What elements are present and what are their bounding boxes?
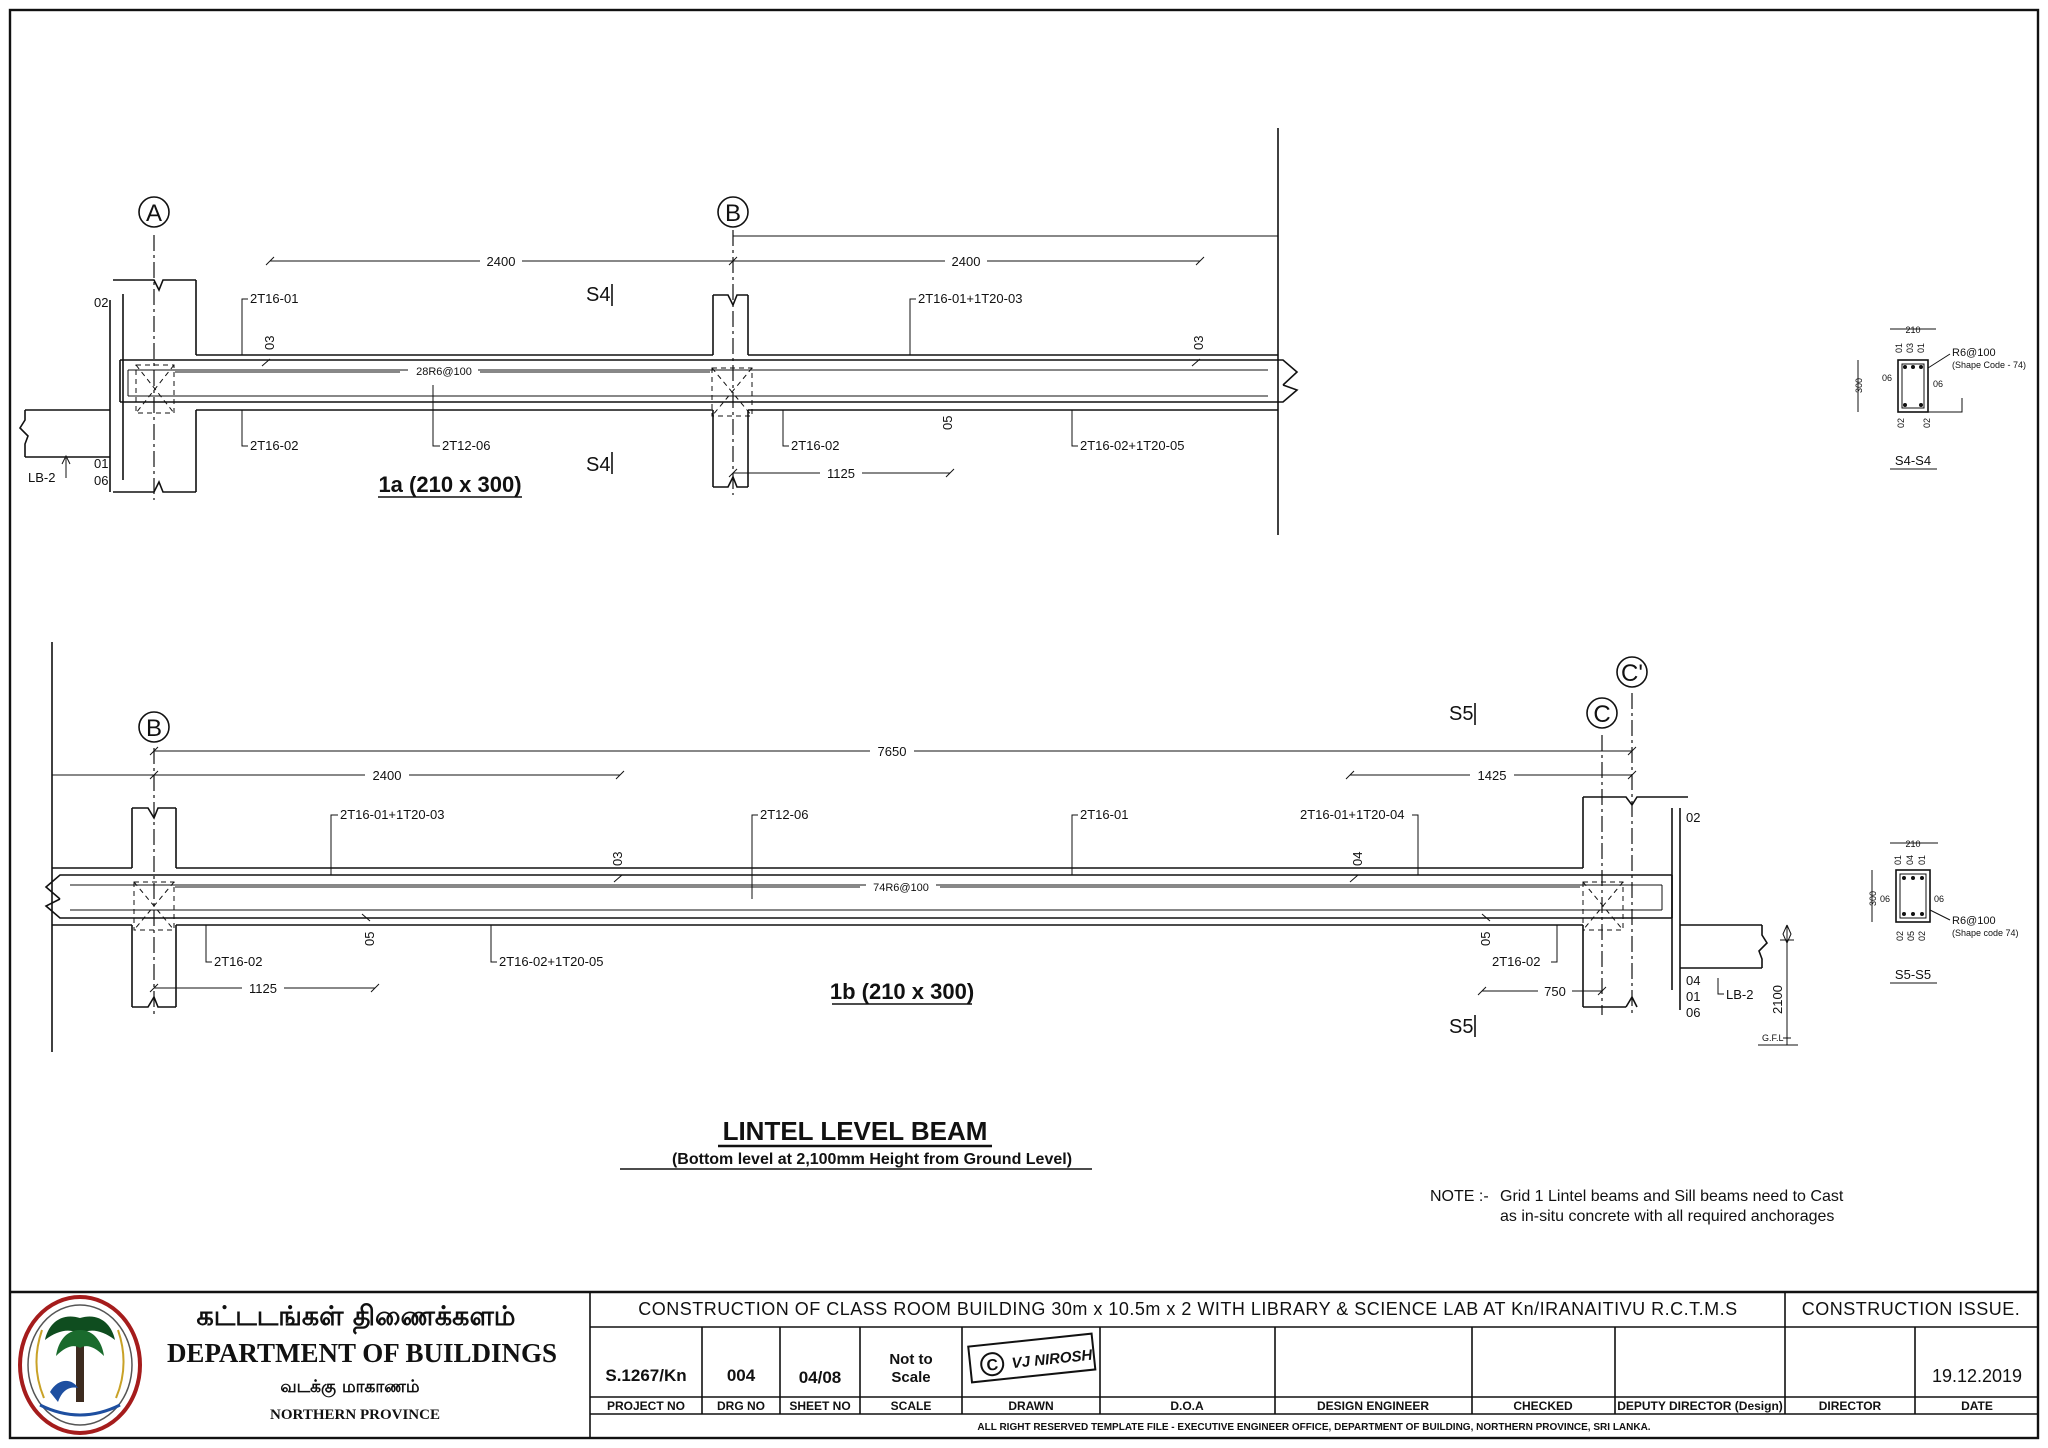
- svg-text:2T16-02: 2T16-02: [214, 954, 263, 969]
- svg-text:02: 02: [1917, 930, 1927, 941]
- svg-text:2T16-01+1T20-04: 2T16-01+1T20-04: [1300, 807, 1405, 822]
- tamil-province-name: வடக்கு மாகாணம்: [280, 1377, 420, 1397]
- dim-2100: 2100: [1770, 985, 1785, 1014]
- svg-text:01: 01: [1916, 342, 1926, 353]
- svg-text:01: 01: [1917, 854, 1927, 865]
- beam-1a-elevation: [20, 128, 1297, 535]
- svg-text:DIRECTOR: DIRECTOR: [1818, 1399, 1882, 1413]
- svg-text:03: 03: [1191, 335, 1206, 350]
- svg-text:01: 01: [1686, 989, 1701, 1004]
- svg-text:C': C': [1621, 660, 1643, 687]
- svg-text:DATE: DATE: [1961, 1399, 1993, 1413]
- svg-text:C: C: [985, 1356, 1000, 1375]
- svg-text:03: 03: [610, 851, 625, 866]
- svg-text:LB-2: LB-2: [28, 470, 56, 485]
- svg-text:05: 05: [1906, 930, 1916, 941]
- svg-text:05: 05: [362, 931, 377, 946]
- svg-text:(Shape Code - 74): (Shape Code - 74): [1952, 360, 2027, 370]
- svg-text:05: 05: [1478, 931, 1493, 946]
- svg-text:210: 210: [1905, 839, 1921, 849]
- svg-text:03: 03: [262, 335, 277, 350]
- general-note: [1430, 1188, 1844, 1225]
- svg-text:04: 04: [1686, 973, 1701, 988]
- svg-text:SHEET NO: SHEET NO: [789, 1399, 851, 1413]
- sheet-no-value: 04/08: [798, 1368, 842, 1387]
- svg-text:2T16-01+1T20-03: 2T16-01+1T20-03: [340, 807, 445, 822]
- svg-text:2T16-02+1T20-05: 2T16-02+1T20-05: [1080, 438, 1185, 453]
- svg-text:S4: S4: [586, 454, 611, 476]
- beam-1a-title: 1a (210 x 300): [378, 472, 522, 497]
- svg-text:2T16-01: 2T16-01: [250, 291, 299, 306]
- svg-text:2T16-02: 2T16-02: [791, 438, 840, 453]
- svg-text:2T16-01: 2T16-01: [1080, 807, 1129, 822]
- svg-text:as in-situ concrete with all r: as in-situ concrete with all required anchorages: [1500, 1208, 1835, 1225]
- svg-text:06: 06: [1880, 894, 1891, 904]
- grid-bubble-b-top: [718, 197, 748, 227]
- beam-1b-title: 1b (210 x 300): [829, 979, 975, 1004]
- project-title: CONSTRUCTION OF CLASS ROOM BUILDING 30m x 10.5m x 2 WITH LIBRARY & SCIENCE LAB AT Kn/IRANAITIVU R.C.T.M.S: [638, 1299, 1738, 1319]
- svg-text:02: 02: [1895, 930, 1905, 941]
- svg-text:CHECKED: CHECKED: [1513, 1399, 1573, 1413]
- scale-value-2: Scale: [891, 1369, 931, 1386]
- stirrups-1a: 28R6@100: [416, 366, 472, 378]
- svg-text:04: 04: [1350, 851, 1365, 866]
- svg-text:01: 01: [1894, 342, 1904, 353]
- province-name: NORTHERN PROVINCE: [270, 1407, 440, 1423]
- svg-text:210: 210: [1905, 325, 1921, 335]
- svg-text:DRAWN: DRAWN: [1008, 1399, 1054, 1413]
- svg-text:01: 01: [94, 456, 109, 471]
- svg-text:S4-S4: S4-S4: [1894, 453, 1932, 468]
- svg-text:(Shape code 74): (Shape code 74): [1952, 928, 2019, 938]
- tamil-department-name: கட்டடங்கள் திணைக்களம்: [196, 1301, 516, 1332]
- svg-text:04: 04: [1905, 854, 1915, 865]
- drawing-title: LINTEL LEVEL BEAM: [722, 1116, 988, 1146]
- drg-no-value: 004: [726, 1366, 756, 1385]
- svg-text:05: 05: [940, 415, 955, 430]
- svg-text:SCALE: SCALE: [890, 1399, 932, 1413]
- drawn-by-stamp: [968, 1334, 1095, 1383]
- section-marker-s5: [1449, 703, 1475, 1038]
- svg-text:NOTE :-: NOTE :-: [1430, 1188, 1489, 1205]
- issue-status: CONSTRUCTION ISSUE.: [1801, 1299, 2021, 1319]
- dim-1125-bottom: 1125: [249, 981, 277, 996]
- grid-bubble-a: [139, 197, 169, 227]
- svg-text:2T16-02: 2T16-02: [1492, 954, 1541, 969]
- section-s5-s5: [1868, 839, 2019, 983]
- svg-text:2T16-01+1T20-03: 2T16-01+1T20-03: [918, 291, 1023, 306]
- svg-text:03: 03: [1905, 342, 1915, 353]
- drawing-subtitle: (Bottom level at 2,100mm Height from Ground Level): [671, 1151, 1073, 1168]
- svg-text:S4: S4: [586, 284, 611, 306]
- svg-text:300: 300: [1868, 890, 1878, 906]
- grid-bubble-c: [1587, 698, 1617, 728]
- svg-text:DESIGN ENGINEER: DESIGN ENGINEER: [1316, 1399, 1430, 1413]
- grid-bubble-b-bottom: [139, 712, 169, 742]
- stirrups-1b: 74R6@100: [873, 882, 929, 894]
- section-marker-s4: [586, 284, 612, 476]
- dim-1425: 1425: [1477, 768, 1507, 783]
- svg-text:06: 06: [1934, 894, 1945, 904]
- grid-bubble-c-prime: [1617, 657, 1647, 687]
- svg-text:06: 06: [1933, 379, 1944, 389]
- svg-text:D.O.A: D.O.A: [1170, 1399, 1204, 1413]
- svg-text:Grid 1 Lintel beams and Sill b: Grid 1 Lintel beams and Sill beams need to Cast: [1500, 1188, 1844, 1205]
- svg-text:02: 02: [1896, 417, 1906, 428]
- dim-7650: 7650: [877, 744, 907, 759]
- svg-text:02: 02: [1686, 810, 1701, 825]
- svg-text:PROJECT NO: PROJECT NO: [606, 1399, 686, 1413]
- department-emblem: [20, 1297, 140, 1433]
- svg-text:R6@100: R6@100: [1952, 915, 1996, 927]
- svg-text:LB-2: LB-2: [1726, 987, 1754, 1002]
- svg-text:B: B: [724, 200, 742, 227]
- svg-text:2T16-02: 2T16-02: [250, 438, 299, 453]
- beam-1a-rebar-labels: [28, 291, 1206, 497]
- svg-text:B: B: [145, 715, 163, 742]
- svg-text:06: 06: [1882, 373, 1893, 383]
- svg-text:A: A: [145, 200, 163, 227]
- scale-value-1: Not to: [889, 1351, 933, 1368]
- date-value: 19.12.2019: [1931, 1366, 2023, 1386]
- svg-text:300: 300: [1854, 377, 1864, 393]
- svg-text:2T12-06: 2T12-06: [442, 438, 491, 453]
- svg-text:01: 01: [1893, 854, 1903, 865]
- svg-text:2T12-06: 2T12-06: [760, 807, 809, 822]
- department-name: DEPARTMENT OF BUILDINGS: [166, 1338, 558, 1368]
- svg-text:02: 02: [1922, 417, 1932, 428]
- svg-text:DRG NO: DRG NO: [717, 1399, 765, 1413]
- svg-text:2T16-02+1T20-05: 2T16-02+1T20-05: [499, 954, 604, 969]
- dim-750: 750: [1544, 984, 1566, 999]
- copyright-footer: ALL RIGHT RESERVED TEMPLATE FILE - EXECUTIVE ENGINEER OFFICE, DEPARTMENT OF BUILDING, NORTHERN PROVINCE, SRI LANKA.: [977, 1422, 1651, 1433]
- dim-2400-bottom: 2400: [372, 768, 402, 783]
- dim-span-b: 2400: [951, 254, 981, 269]
- svg-text:06: 06: [94, 473, 109, 488]
- section-s4-s4: [1854, 325, 2026, 469]
- svg-text:DEPUTY DIRECTOR (Design): DEPUTY DIRECTOR (Design): [1617, 1399, 1783, 1413]
- svg-text:G.F.L: G.F.L: [1762, 1033, 1784, 1043]
- dim-1125-top: 1125: [827, 466, 855, 481]
- svg-text:R6@100: R6@100: [1952, 347, 1996, 359]
- svg-text:VJ NIROSH: VJ NIROSH: [1010, 1346, 1094, 1373]
- svg-text:S5: S5: [1449, 1016, 1474, 1038]
- svg-text:S5-S5: S5-S5: [1894, 967, 1932, 982]
- svg-text:C: C: [1593, 701, 1611, 728]
- beam-1b-rebar-labels: [206, 807, 1753, 1020]
- project-no-value: S.1267/Kn: [605, 1366, 687, 1385]
- svg-text:06: 06: [1686, 1005, 1701, 1020]
- svg-text:02: 02: [94, 295, 109, 310]
- dim-span-ab: 2400: [486, 254, 516, 269]
- svg-text:S5: S5: [1449, 703, 1474, 725]
